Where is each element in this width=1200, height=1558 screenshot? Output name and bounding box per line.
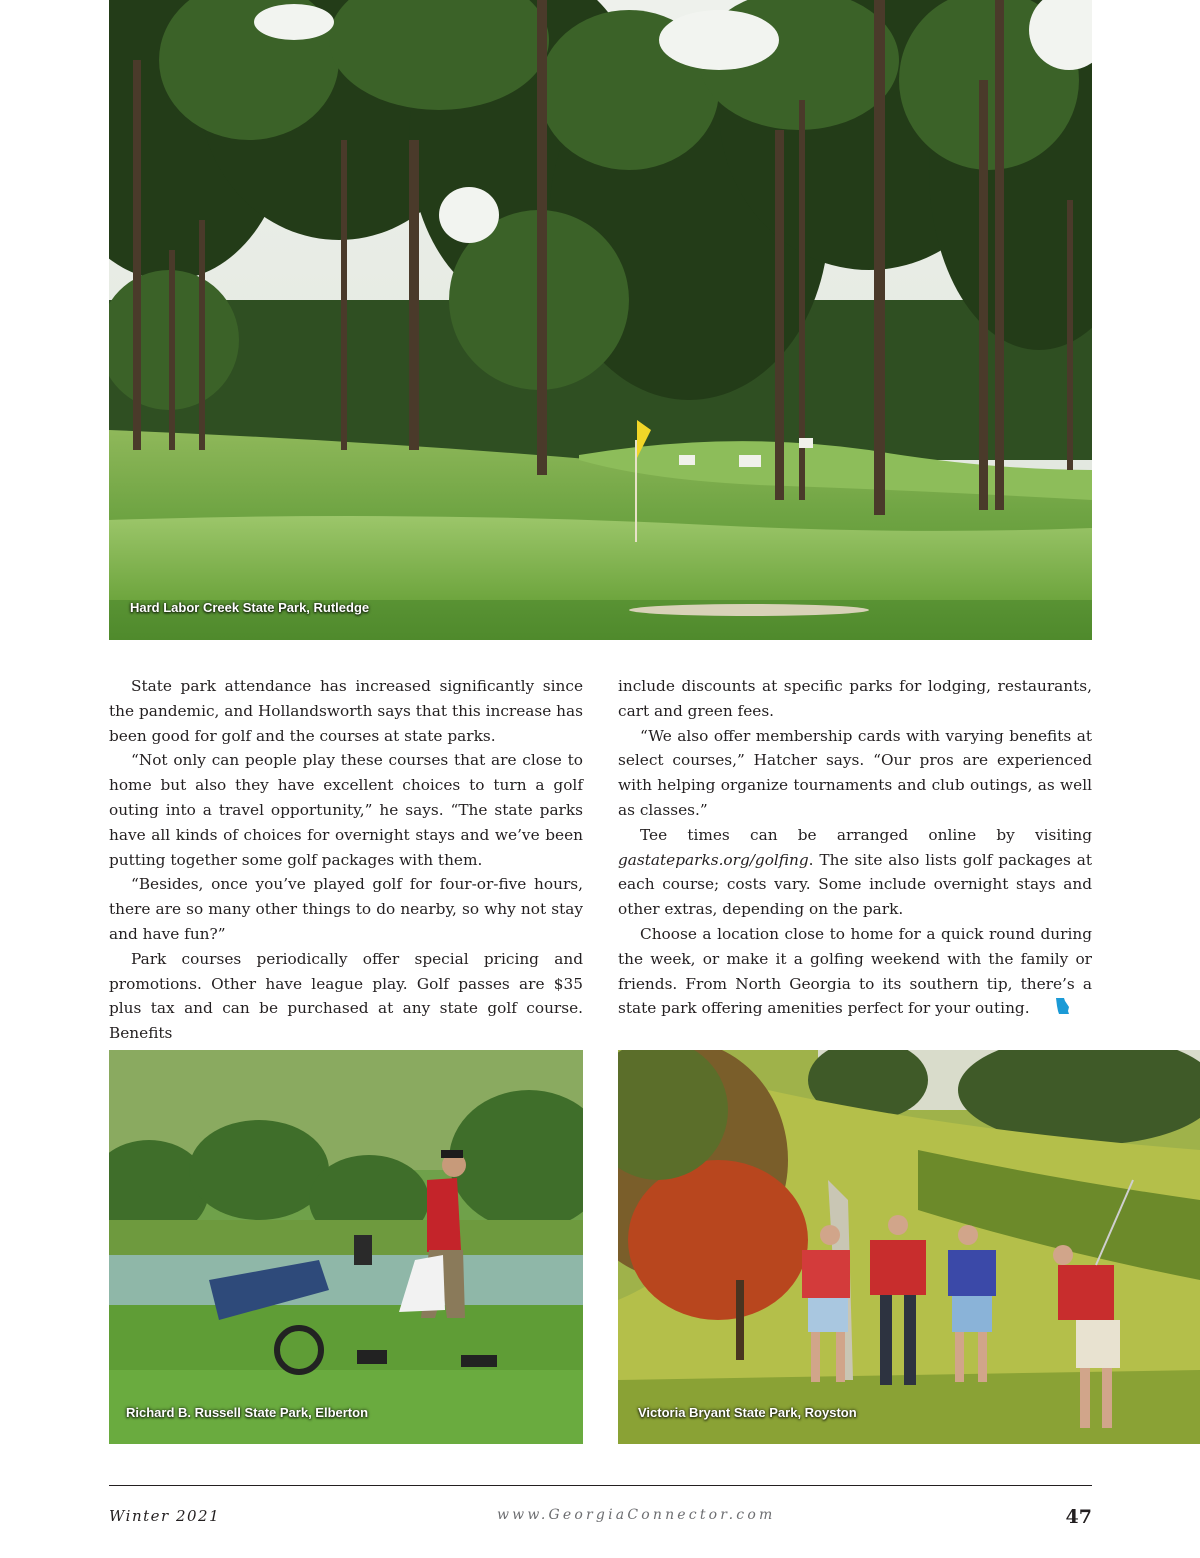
article-column-left [109,674,583,1046]
article-paragraph: include discounts at specific parks for lodging, restaurants, cart and green fees. [618,677,1092,720]
article-paragraph: Park courses periodically offer special pricing and promotions. Other have league play. Golf passes are $35 plus tax and can be purchased at any state golf course. Benefits [109,949,583,1043]
article-paragraph: “Besides, once you’ve played golf for four-or-five hours, there are so many other things to do nearby, so why not stay and have fun?” [109,875,583,943]
golfing-website-link[interactable]: gastateparks.org/golfing [618,850,809,869]
article-text: . The site also lists golf packages at each course; costs vary. Some include overnight stays and other extras, depending on the park. [618,850,1092,919]
article-column-right [618,674,1092,1023]
georgia-end-mark-icon [1033,998,1070,1023]
article-paragraph: “Not only can people play these courses that are close to home but also they have excellent choices to turn a golf outing into a travel opportunity,” he says. “The state parks have all kinds of choices for overnight stays and we’ve been putting together some golf packages with them. [109,751,583,869]
photo-caption-victoria-bryant: Victoria Bryant State Park, Royston [638,1405,857,1420]
photo-caption-richard-b-russell: Richard B. Russell State Park, Elberton [126,1405,369,1420]
article-paragraph [618,823,1092,922]
page-number: 47 [1065,1506,1092,1528]
article-text: Choose a location close to home for a quick round during the week, or make it a golfing weekend with the family or friends. From North Georgia to its southern tip, there’s a state park offering amenities perfect for your outing. [618,924,1092,1018]
footer-issue: Winter 2021 [109,1507,221,1525]
photo-richard-b-russell [109,1050,583,1444]
footer-divider [109,1485,1092,1486]
footer-website[interactable]: www.GeorgiaConnector.com [497,1507,776,1523]
photo-victoria-bryant [618,1050,1200,1444]
photo-hard-labor-creek [109,0,1092,640]
article-paragraph [618,922,1092,1023]
article-paragraph: State park attendance has increased significantly since the pandemic, and Hollandsworth says that this increase has been good for golf and the courses at state parks. [109,677,583,745]
article-paragraph: “We also offer membership cards with varying benefits at select courses,” Hatcher says. “Our pros are experienced with helping organize tournaments and club outings, as well as classes.” [618,726,1092,819]
article-text: Tee times can be arranged online by visiting [640,825,1092,844]
photo-caption-hard-labor-creek: Hard Labor Creek State Park, Rutledge [130,600,370,615]
